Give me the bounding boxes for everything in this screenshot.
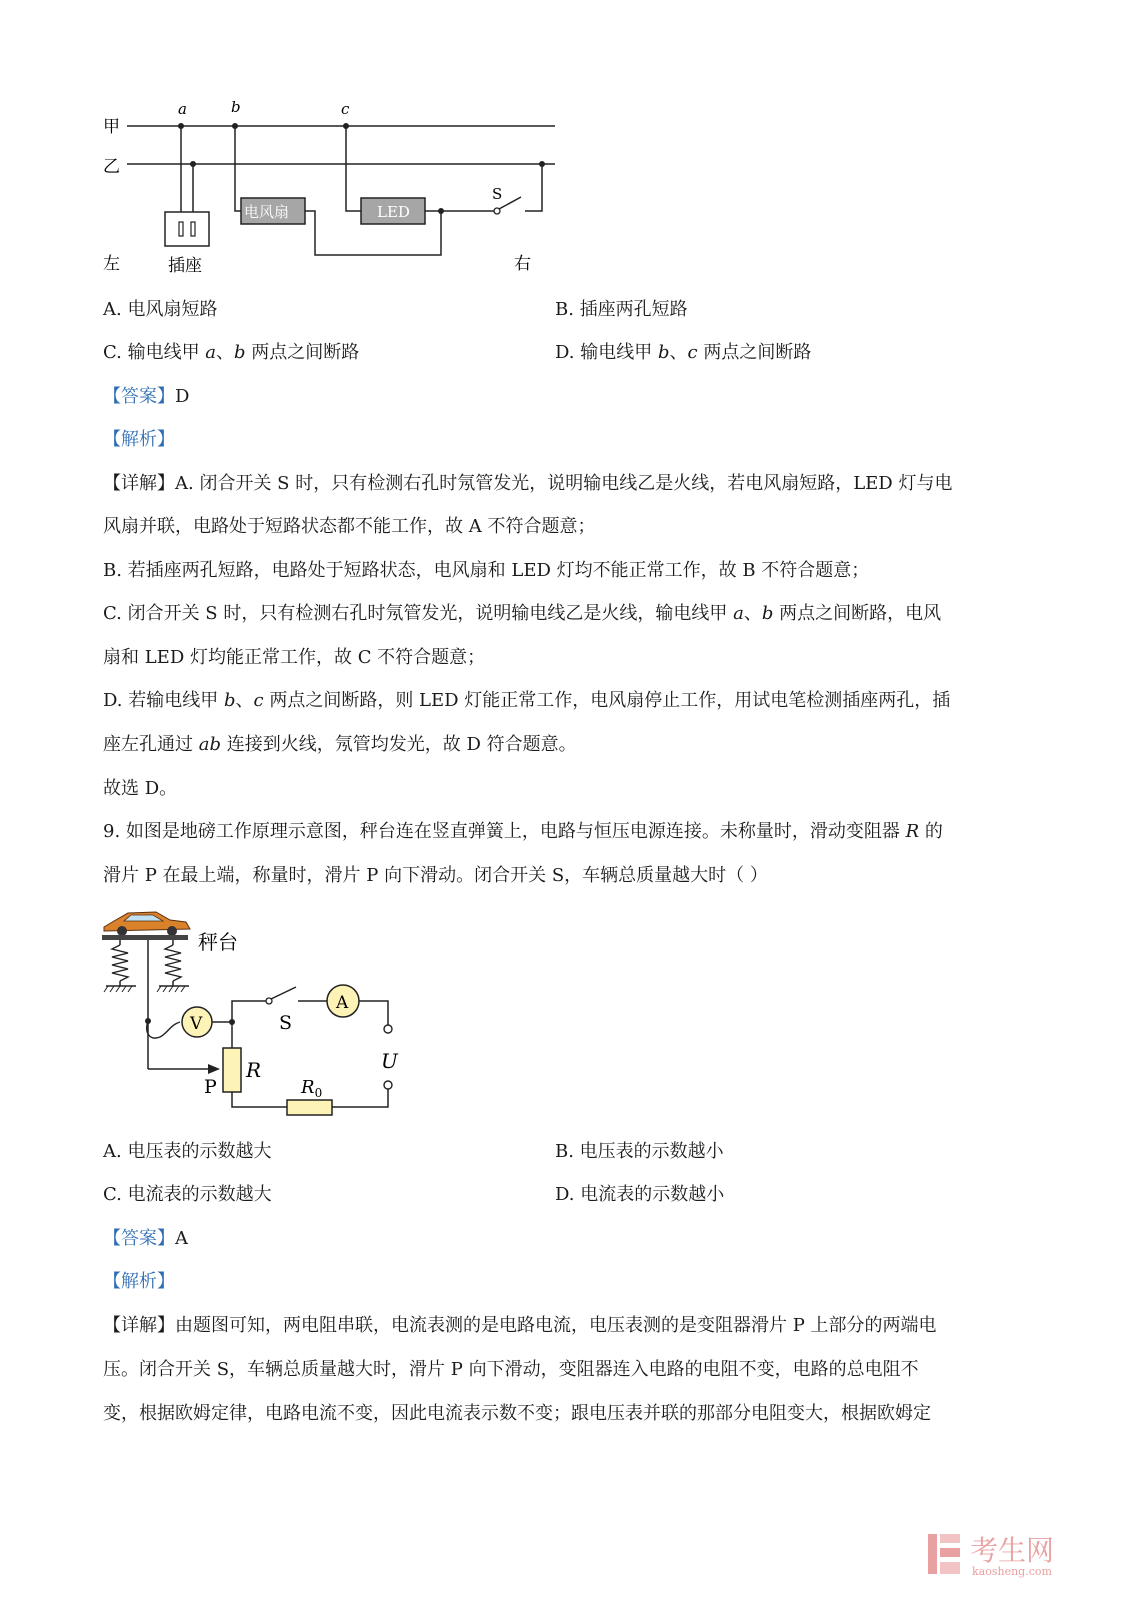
q9-option-c: C. 电流表的示数越大 <box>103 1184 272 1205</box>
watermark <box>926 1530 1096 1582</box>
switch-s-icon-2 <box>271 987 296 999</box>
q8-option-a: A. 电风扇短路 <box>103 299 218 320</box>
q9-detail-line-3: 变，根据欧姆定律，电路电流不变，因此电流表示数不变；跟电压表并联的那部分电阻变大，根据欧姆定 <box>103 1403 931 1424</box>
q9-stem-line-1: 9. 如图是地磅工作原理示意图，秤台连在竖直弹簧上，电路与恒压电源连接。未称量时，滑动变阻器 R 的 <box>103 821 943 842</box>
q8-detail-line-5: 扇和 LED 灯均能正常工作，故 C 不符合题意； <box>103 647 486 668</box>
q8-option-d: D. 输电线甲 b、c 两点之间断路 <box>555 342 812 363</box>
fan-label: 电风扇 <box>244 203 290 221</box>
wire-jia-label: 甲 <box>103 117 120 137</box>
platform-plate <box>102 935 188 940</box>
ammeter-label: A <box>336 993 349 1013</box>
slider-p-arrow <box>208 1064 220 1074</box>
right-spring-icon <box>165 945 181 981</box>
point-c-label: c <box>341 100 350 118</box>
wire-yi-label: 乙 <box>103 157 120 177</box>
rheostat-r-label: R <box>246 1058 262 1082</box>
q8-detail-line-2: 风扇并联，电路处于短路状态都不能工作，故 A 不符合题意； <box>103 516 596 537</box>
platform-label: 秤台 <box>198 930 238 954</box>
watermark-cn: 考生网 <box>970 1534 1055 1567</box>
household-circuit-diagram <box>95 92 570 282</box>
car-icon <box>104 912 190 936</box>
q8-conclusion: 故选 D。 <box>103 778 178 799</box>
led-label: LED <box>377 203 410 221</box>
q8-option-c: C. 输电线甲 a、b 两点之间断路 <box>103 342 360 363</box>
q9-option-b: B. 电压表的示数越小 <box>555 1141 724 1162</box>
q8-answer: 【答案】D <box>103 386 190 407</box>
switch-s-icon <box>499 197 521 209</box>
q8-analysis-tag: 【解析】 <box>103 429 175 450</box>
q9-stem-line-2: 滑片 P 在最上端，称量时，滑片 P 向下滑动。闭合开关 S，车辆总质量越大时（ ） <box>103 865 768 886</box>
point-a-label: a <box>178 100 187 118</box>
weighbridge-circuit-diagram <box>98 905 408 1127</box>
slider-p-label: P <box>204 1076 217 1098</box>
resistor-r0 <box>287 1100 332 1115</box>
q9-analysis-tag: 【解析】 <box>103 1271 175 1292</box>
q9-option-d: D. 电流表的示数越小 <box>555 1184 725 1205</box>
q8-detail-line-7: 座左孔通过 ab 连接到火线，氖管均发光，故 D 符合题意。 <box>103 734 577 755</box>
watermark-en: kaosheng.com <box>972 1565 1052 1578</box>
q9-detail-line-1: 【详解】由题图可知，两电阻串联，电流表测的是电路电流，电压表测的是变阻器滑片 P 上部分的两端电 <box>103 1315 937 1336</box>
socket-icon <box>165 212 209 246</box>
voltmeter-label: V <box>190 1014 203 1034</box>
socket-label: 插座 <box>168 256 202 276</box>
left-label: 左 <box>103 254 120 274</box>
q8-detail-line-1: 【详解】A. 闭合开关 S 时，只有检测右孔时氖管发光，说明输电线乙是火线，若电风扇短路，LED 灯与电 <box>103 473 953 494</box>
switch-s-label: S <box>492 185 503 203</box>
q8-option-b: B. 插座两孔短路 <box>555 299 688 320</box>
switch-s-label-2: S <box>279 1012 293 1034</box>
q9-option-a: A. 电压表的示数越大 <box>103 1141 272 1162</box>
q8-detail-line-3: B. 若插座两孔短路，电路处于短路状态，电风扇和 LED 灯均不能正常工作，故 B 不符合题意； <box>103 560 870 581</box>
watermark-logo-icon <box>926 1530 1096 1578</box>
q8-detail-line-6: D. 若输电线甲 b、c 两点之间断路，则 LED 灯能正常工作，电风扇停止工作，用试电笔检测插座两孔，插 <box>103 690 951 711</box>
q9-detail-line-2: 压。闭合开关 S，车辆总质量越大时，滑片 P 向下滑动，变阻器连入电路的电阻不变，电路的总电阻不 <box>103 1359 919 1380</box>
rheostat-r <box>223 1048 241 1092</box>
resistor-r0-label: $R_0$ <box>301 1077 323 1100</box>
q8-detail-line-4: C. 闭合开关 S 时，只有检测右孔时氖管发光，说明输电线乙是火线，输电线甲 a、b 两点之间断路，电风 <box>103 603 942 624</box>
q9-answer: 【答案】A <box>103 1228 188 1249</box>
right-label: 右 <box>514 254 531 274</box>
left-spring-icon <box>112 945 128 981</box>
point-b-label: b <box>231 98 241 116</box>
source-u-label: U <box>381 1049 398 1073</box>
